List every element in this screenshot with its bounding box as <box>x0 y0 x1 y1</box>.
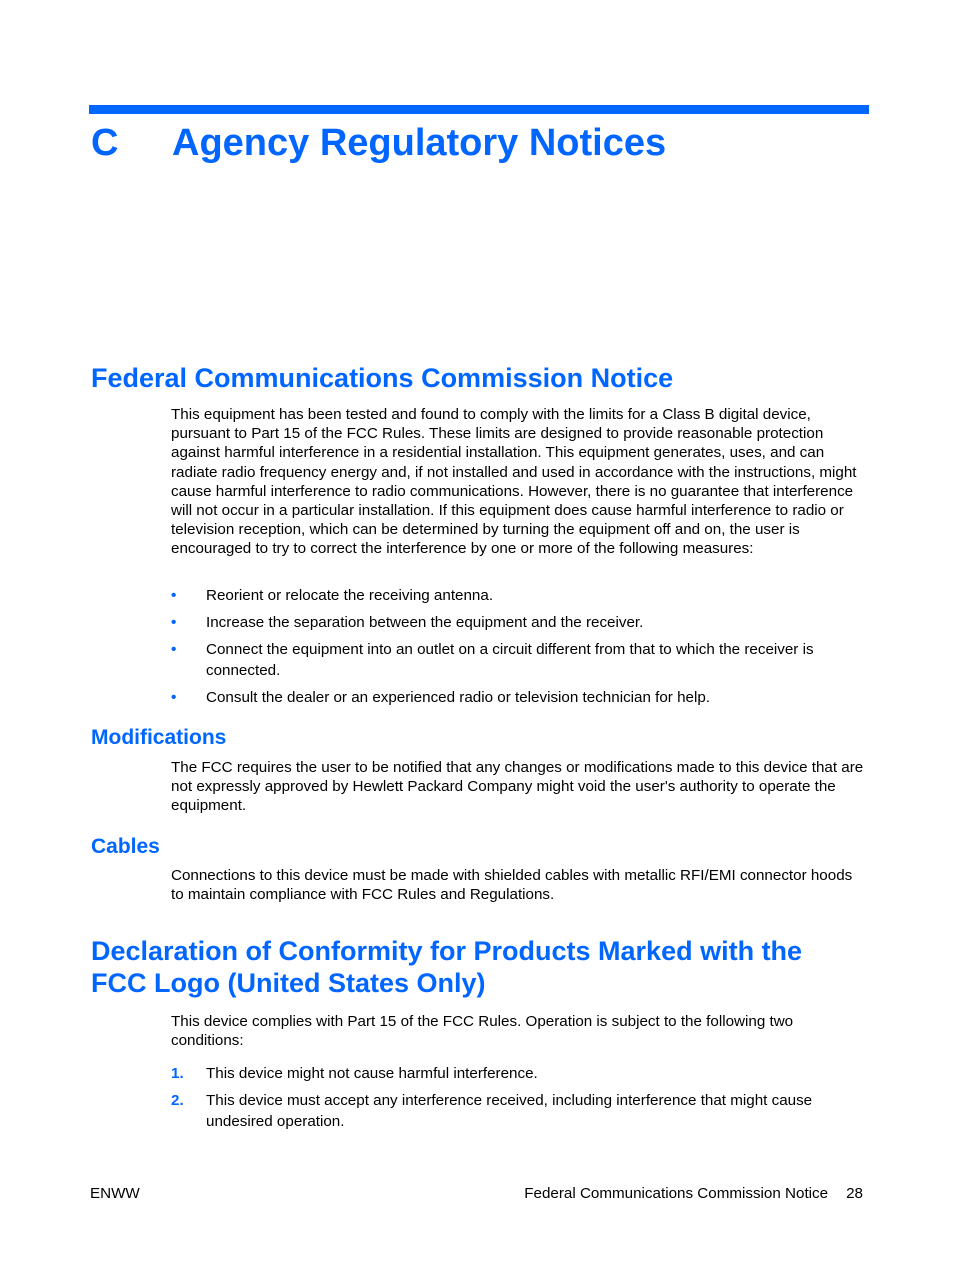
footer-doc-code: ENWW <box>90 1185 140 1202</box>
chapter-heading <box>91 121 666 165</box>
list-number: 1. <box>171 1065 184 1082</box>
bullet-marker: • <box>171 614 177 631</box>
fcc-measures-list <box>171 586 866 708</box>
footer-section-info <box>524 1184 863 1203</box>
bullet-marker: • <box>171 688 177 706</box>
cables-body: Connections to this device must be made with shielded cables with metallic RFI/EMI connector hoods to maintain compliance with FCC Rules and Regulations. <box>171 867 853 904</box>
declaration-heading-line1: Declaration of Conformity for Products Marked with the <box>91 936 803 966</box>
measure-text: Increase the separation between the equipment and the receiver. <box>206 614 644 631</box>
list-item <box>171 1091 866 1132</box>
footer-page-number: 28 <box>846 1185 863 1202</box>
measure-text: Consult the dealer or an experienced radio or television technician for help. <box>206 688 711 706</box>
chapter-title: Agency Regulatory Notices <box>172 122 667 164</box>
list-item <box>171 1064 866 1085</box>
list-number: 2. <box>171 1092 184 1109</box>
condition-text: This device must accept any interference received, including interference that might cause undesired operation. <box>206 1092 813 1130</box>
declaration-conditions-list <box>171 1064 866 1132</box>
modifications-heading: Modifications <box>91 726 227 749</box>
modifications-body: The FCC requires the user to be notified that any changes or modifications made to this device that are not expressly approved by Hewlett Packard Company might void the user's authority to operate the equipment. <box>171 759 864 815</box>
list-item <box>171 688 866 709</box>
declaration-heading-line2: FCC Logo (United States Only) <box>91 968 486 998</box>
fcc-notice-body: This equipment has been tested and found to comply with the limits for a Class B digital device, pursuant to Part 15 of the FCC Rules. These limits are designed to provide reasonable protection against harmful interference in a residential installation. This equipment generates, uses, and can radiate radio frequency energy and, if not installed and used in accordance with the instructions, might cause harmful interference to radio communications. However, there is no guarantee that interference will not occur in a particular installation. If this equipment does cause harmful interference to radio or television reception, which can be determined by turning the equipment off and on, the user is encouraged to try to correct the interference by one or more of the following measures: <box>171 406 857 558</box>
list-item <box>171 586 866 607</box>
declaration-heading <box>91 935 802 999</box>
chapter-top-rule <box>89 105 869 114</box>
footer-section-title: Federal Communications Commission Notice <box>524 1185 829 1202</box>
bullet-marker: • <box>171 641 177 658</box>
measure-text: Connect the equipment into an outlet on a circuit different from that to which the receiver is connected. <box>206 641 814 679</box>
fcc-notice-heading: Federal Communications Commission Notice <box>91 363 674 393</box>
measure-text: Reorient or relocate the receiving antenna. <box>206 587 494 604</box>
cables-heading: Cables <box>91 835 160 858</box>
bullet-marker: • <box>171 587 177 604</box>
declaration-body: This device complies with Part 15 of the FCC Rules. Operation is subject to the following two conditions: <box>171 1013 794 1050</box>
list-item <box>171 613 866 634</box>
condition-text: This device might not cause harmful interference. <box>206 1065 538 1082</box>
list-item <box>171 640 866 681</box>
chapter-letter: C <box>91 122 119 164</box>
